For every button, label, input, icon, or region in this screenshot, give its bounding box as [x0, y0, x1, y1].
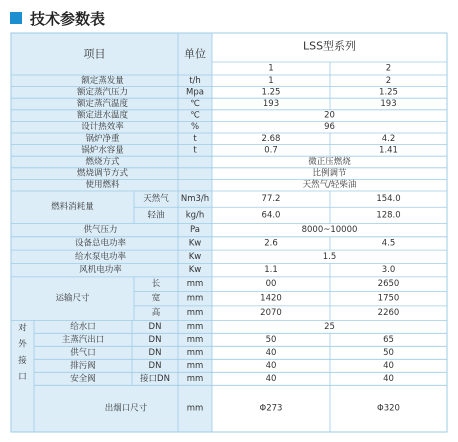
ports-group-label: 外 [18, 339, 27, 350]
row-label: 使用燃料 [85, 180, 120, 191]
port-unit: DN [148, 347, 162, 358]
port-value-2: 40 [383, 373, 394, 384]
port-unit-mm: mm [186, 373, 204, 384]
column-header-series: LSS型系列 [302, 39, 357, 53]
ports-group-label: 口 [18, 372, 27, 383]
row-unit: Kw [188, 251, 202, 262]
row-label: 给水泵电功率 [74, 251, 127, 262]
row-unit: Pa [190, 225, 200, 236]
row-unit: ℃ [190, 99, 200, 109]
transport-unit: mm [186, 293, 204, 304]
port-unit: DN [148, 360, 162, 371]
fuel-sub-label: 天然气 [143, 194, 169, 205]
row-unit: Kw [188, 265, 202, 276]
transport-unit: mm [186, 308, 204, 319]
row-value-1: 2.6 [264, 238, 278, 249]
row-value-1: 193 [262, 99, 280, 109]
row-unit: t/h [189, 75, 201, 86]
flue-value-2: Φ320 [377, 403, 400, 414]
port-value: 25 [324, 321, 335, 332]
fuel-label: 燃料消耗量 [51, 202, 94, 213]
row-value: 比例调节 [312, 168, 347, 179]
port-unit: DN [148, 321, 162, 332]
port-label: 给水口 [70, 321, 96, 332]
transport-value-1: 1420 [260, 293, 282, 304]
column-header-item: 项目 [83, 47, 106, 61]
fuel-unit: kg/h [185, 210, 205, 221]
fuel-sub-label: 轻油 [147, 210, 165, 221]
row-value-2: 2 [385, 75, 392, 86]
port-value-2: 50 [383, 347, 394, 358]
transport-value-1: 00 [265, 279, 277, 290]
row-value-1: 1.1 [264, 265, 278, 276]
row-label: 额定蒸汽温度 [76, 99, 129, 109]
row-unit: t [193, 145, 197, 156]
row-value: 20 [324, 110, 335, 121]
fuel-unit: Nm3/h [180, 194, 210, 205]
transport-sub-label: 长 [151, 279, 161, 290]
row-value: 天然气/轻柴油 [302, 180, 357, 191]
row-value-1: 1.25 [261, 87, 281, 98]
row-unit: Kw [188, 238, 202, 249]
row-unit: % [190, 122, 200, 133]
fuel-value-1: 64.0 [261, 210, 281, 221]
row-value: 96 [324, 122, 335, 133]
row-label: 风机电功率 [79, 265, 122, 276]
port-unit-mm: mm [186, 321, 204, 332]
fuel-value-2: 154.0 [376, 194, 401, 205]
port-label: 安全阀 [70, 373, 96, 384]
port-label: 排污阀 [70, 360, 96, 371]
flue-label: 出烟口尺寸 [104, 403, 148, 414]
row-label: 燃烧调节方式 [76, 168, 129, 179]
row-label: 设备总电功率 [74, 238, 127, 249]
port-unit: DN [148, 334, 162, 345]
row-label: 设计热效率 [81, 122, 124, 133]
page-title: 技术参数表 [30, 9, 106, 28]
column-header-unit: 单位 [184, 47, 206, 61]
port-label: 主蒸汽出口 [61, 334, 105, 345]
port-value-2: 65 [383, 334, 394, 345]
port-value-1: 40 [265, 347, 277, 358]
port-value-1: 40 [265, 373, 277, 384]
transport-value-2: 2650 [377, 279, 400, 290]
row-label: 额定蒸汽压力 [76, 87, 129, 98]
row-value-1: 0.7 [264, 145, 278, 156]
port-value-1: 50 [265, 334, 277, 345]
port-unit: 接口DN [140, 373, 170, 384]
row-label: 燃烧方式 [85, 157, 120, 167]
port-value-1: 40 [265, 360, 277, 371]
row-value-2: 3.0 [381, 265, 396, 276]
fuel-value-1: 77.2 [261, 194, 281, 205]
row-value-1: 2.68 [261, 133, 281, 144]
row-label: 额定蒸发量 [81, 75, 124, 86]
row-label: 锅炉水容量 [81, 145, 124, 156]
transport-value-2: 1750 [377, 293, 400, 304]
row-unit: t [193, 133, 197, 144]
row-value-2: 193 [380, 99, 397, 109]
transport-value-2: 2260 [377, 308, 400, 319]
port-unit-mm: mm [186, 334, 204, 345]
header-label-bg [11, 33, 212, 75]
row-value-2: 1.41 [379, 145, 398, 156]
row-unit: Mpa [186, 87, 204, 98]
row-value-1: 1 [268, 75, 274, 86]
row-label: 锅炉净重 [85, 133, 120, 144]
transport-sub-label: 高 [151, 308, 161, 319]
port-label: 供气口 [70, 347, 96, 358]
row-label: 供气压力 [83, 225, 118, 236]
port-value-2: 40 [383, 360, 394, 371]
model-header-1: 1 [268, 63, 274, 74]
row-value: 1.5 [322, 251, 337, 262]
port-unit-mm: mm [186, 347, 204, 358]
model-header-2: 2 [385, 63, 392, 74]
row-value-2: 1.25 [379, 87, 398, 98]
ports-group-label: 对 [18, 323, 27, 334]
ports-group-label: 接 [18, 355, 27, 366]
row-value: 微正压燃烧 [308, 157, 351, 167]
transport-unit: mm [186, 279, 204, 290]
row-value-2: 4.5 [381, 238, 396, 249]
row-label: 额定进水温度 [76, 110, 129, 121]
row-value: 8000~10000 [301, 225, 358, 236]
flue-unit: mm [186, 403, 204, 414]
fuel-value-2: 128.0 [376, 210, 401, 221]
row-value-2: 4.2 [381, 133, 396, 144]
transport-sub-label: 宽 [151, 293, 161, 304]
flue-value-1: Φ273 [259, 403, 283, 414]
transport-label: 运输尺寸 [55, 293, 90, 304]
transport-value-1: 2070 [260, 308, 282, 319]
row-unit: ℃ [190, 110, 200, 121]
port-unit-mm: mm [186, 360, 204, 371]
